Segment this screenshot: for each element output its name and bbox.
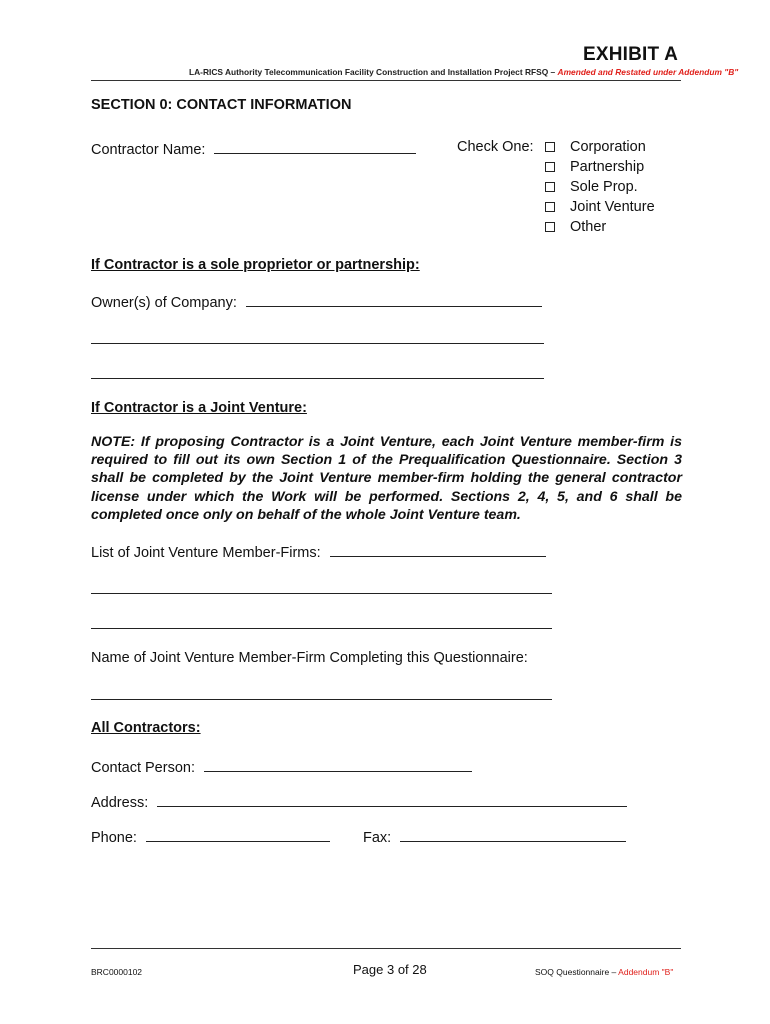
phone-label: Phone: <box>91 830 137 846</box>
phone-field[interactable] <box>146 827 330 842</box>
section-title: SECTION 0: CONTACT INFORMATION <box>91 97 352 113</box>
option-sole-prop[interactable] <box>545 177 655 197</box>
address-row <box>91 792 627 811</box>
completing-firm-field[interactable] <box>91 699 552 700</box>
checkbox[interactable] <box>545 222 555 232</box>
members-label: List of Joint Venture Member-Firms: <box>91 545 321 561</box>
option-other[interactable] <box>545 217 655 237</box>
phone-row <box>91 827 330 846</box>
owners-row <box>91 292 542 311</box>
footer-doc-id: BRC0000102 <box>91 967 143 977</box>
page-number: Page 3 of 28 <box>353 962 427 977</box>
contact-person-row <box>91 757 472 776</box>
all-contractors-heading: All Contractors: <box>91 720 201 736</box>
members-field-line-2[interactable] <box>91 593 552 594</box>
contractor-name-row <box>91 139 416 158</box>
subtitle-main: LA-RICS Authority Telecommunication Facility Construction and Installation Project RFSQ – <box>189 67 556 77</box>
checkbox[interactable] <box>545 142 555 152</box>
option-corporation[interactable] <box>545 137 655 157</box>
option-label: Other <box>570 219 607 235</box>
members-field-line-3[interactable] <box>91 628 552 629</box>
fax-field[interactable] <box>400 827 626 842</box>
fax-label: Fax: <box>363 830 392 846</box>
option-label: Corporation <box>570 139 646 155</box>
owners-label: Owner(s) of Company: <box>91 295 237 311</box>
checkbox[interactable] <box>545 182 555 192</box>
address-field[interactable] <box>157 792 627 807</box>
members-row <box>91 542 546 561</box>
footer-title-main: SOQ Questionnaire – <box>535 967 617 977</box>
address-label: Address: <box>91 795 149 811</box>
owners-field-line-2[interactable] <box>91 343 544 344</box>
option-partnership[interactable] <box>545 157 655 177</box>
subtitle-amendment: Amended and Restated under Addendum "B" <box>557 67 739 77</box>
footer-divider <box>91 948 681 949</box>
option-joint-venture[interactable] <box>545 197 655 217</box>
footer-title-addendum: Addendum "B" <box>618 967 674 977</box>
contact-person-field[interactable] <box>204 757 472 772</box>
owners-field-line-3[interactable] <box>91 378 544 379</box>
checkbox[interactable] <box>545 202 555 212</box>
checkbox[interactable] <box>545 162 555 172</box>
option-label: Partnership <box>570 159 645 175</box>
option-label: Sole Prop. <box>570 179 638 195</box>
owners-field[interactable] <box>246 292 542 307</box>
contact-person-label: Contact Person: <box>91 760 195 776</box>
exhibit-title: EXHIBIT A <box>582 44 678 65</box>
header-divider <box>91 80 681 81</box>
fax-row <box>363 827 626 846</box>
joint-venture-note: NOTE: If proposing Contractor is a Joint Venture, each Joint Venture member-firm is required to fill out its own Section 1 of the Prequalification Questionnaire. Section 3 shall be completed by the Joint Venture member-firm holding the general contractor license under which the Work will be performed. Sections 2, 4, 5, and 6 shall be completed once only on behalf of the whole Joint Venture team. <box>91 434 682 523</box>
footer-doc-title <box>535 967 673 977</box>
completing-firm-label: Name of Joint Venture Member-Firm Completing this Questionnaire: <box>91 650 528 666</box>
contractor-name-label: Contractor Name: <box>91 142 206 158</box>
sole-prop-heading: If Contractor is a sole proprietor or partnership: <box>91 257 420 273</box>
option-label: Joint Venture <box>570 199 655 215</box>
joint-venture-heading: If Contractor is a Joint Venture: <box>91 400 307 416</box>
contractor-name-field[interactable] <box>214 139 416 154</box>
entity-type-options <box>545 137 655 237</box>
document-subtitle <box>189 67 738 77</box>
check-one-label: Check One: <box>457 139 534 155</box>
members-field[interactable] <box>330 542 546 557</box>
